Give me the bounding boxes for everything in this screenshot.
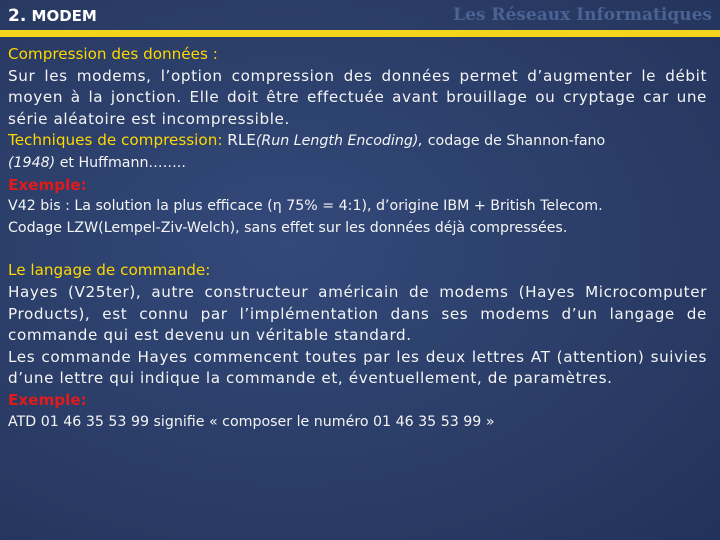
course-title: Les Réseaux Informatiques [453, 5, 712, 25]
technique-rle: RLE [227, 131, 256, 150]
example-label-1: Exemple: [8, 175, 87, 194]
slide-content [8, 44, 707, 433]
technique-huffman: et Huffmann…….. [59, 154, 186, 171]
compression-heading: Compression des données : [8, 45, 218, 63]
techniques-line [8, 130, 707, 153]
shannon-year: (1948) [8, 154, 56, 171]
section-title: MODEM [31, 7, 97, 25]
example-line-1: V42 bis : La solution la plus efficace (η 75% = 4:1), d’origine IBM + British Telecom. [8, 198, 603, 215]
hayes-paragraph: Hayes (V25ter), autre constructeur américain de modems (Hayes Microcomputer Products), est connu par l’implémentation dans ses modems d’un langage de commande qui est devenu un véritable standard. [8, 282, 707, 345]
section-gap [8, 239, 707, 260]
langage-heading: Le langage de commande: [8, 261, 211, 280]
header-divider [0, 30, 720, 37]
techniques-line-2 [8, 153, 707, 175]
example-line-2: Codage LZW(Lempel-Ziv-Welch), sans effet sur les données déjà compressées. [8, 219, 568, 236]
at-paragraph: Les commande Hayes commencent toutes par les deux lettres AT (attention) suivies d’une lettre qui indique la commande et, éventuellement, de paramètres. [8, 347, 707, 388]
example-label-2: Exemple: [8, 390, 87, 409]
technique-rle-expansion: (Run Length Encoding), [255, 133, 423, 150]
slide-title [8, 6, 97, 26]
compression-paragraph: Sur les modems, l’option compression des données permet d’augmenter le débit moyen à la jonction. Elle doit être effectuée avant brouillage ou cryptage car une série aléatoire est incompressible. [8, 66, 707, 128]
section-number: 2. [8, 6, 27, 26]
techniques-label: Techniques de compression: [8, 131, 223, 150]
technique-shannon: codage de Shannon-fano [427, 133, 606, 150]
atd-example: ATD 01 46 35 53 99 signifie « composer le numéro 01 46 35 53 99 » [8, 413, 495, 430]
